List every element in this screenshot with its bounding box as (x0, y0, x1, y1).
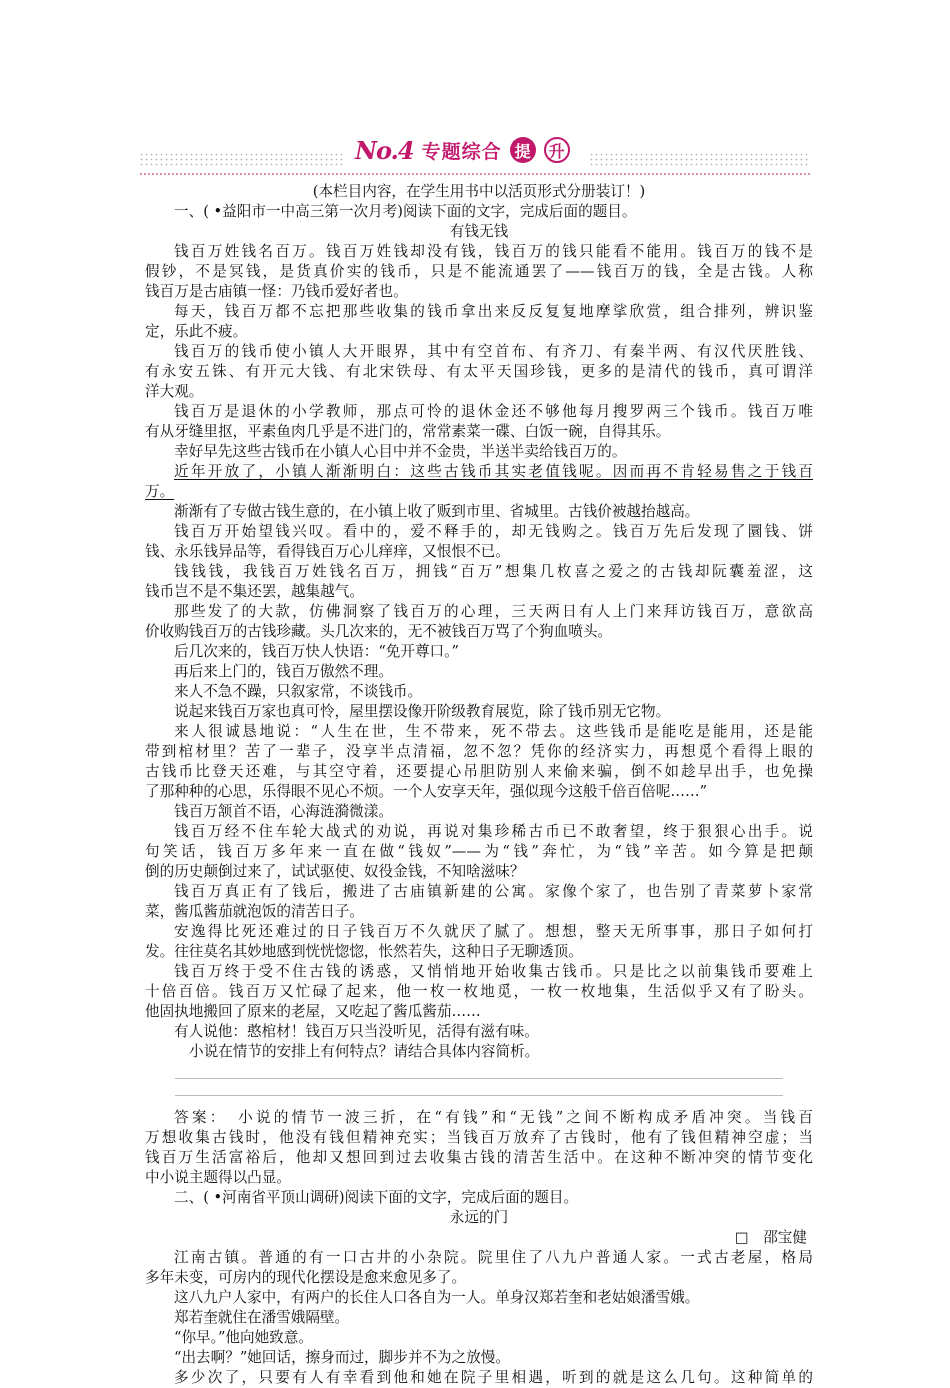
story-line: 说起来钱百万家也真可怜，屋里摆设像开阶级教育展览，除了钱币别无它物。 (174, 703, 671, 720)
story-line: 江南古镇。普通的有一口古井的小杂院。院里住了八九户普通人家。一式古老屋，格局 (174, 1249, 813, 1266)
story-line: 来人很诚恳地说：“人生在世，生不带来，死不带去。这些钱币是能吃是能用，还是能 (174, 723, 813, 740)
story-line: 定，乐此不疲。 (145, 323, 248, 340)
story-line: 带到棺材里？苦了一辈子，没享半点清福，忽不忽？凭你的经济实力，再想觅个看得上眼的 (145, 743, 813, 760)
story-line: 句笑话，钱百万多年来一直在做“钱奴”——为“钱”奔忙，为“钱”辛苦。如今算是把颠 (145, 843, 813, 860)
story-line: 钱百万姓钱名百万。钱百万姓钱却没有钱，钱百万的钱只能看不能用。钱百万的钱不是 (174, 243, 813, 260)
story-line-underlined: 近年开放了，小镇人渐渐明白：这些古钱币其实老值钱呢。因而再不肯轻易售之于钱百 (174, 463, 813, 480)
story-line: “出去啊？”她回话，擦身而过，脚步并不为之放慢。 (174, 1349, 510, 1366)
section-topic: 专题综合 (421, 140, 502, 163)
story-line: 钱、永乐钱异品等，看得钱百万心儿痒痒，又恨恨不已。 (145, 543, 510, 560)
story-line-underlined: 万。 (145, 483, 175, 500)
story-line: 来人不急不躁，只叙家常，不谈钱币。 (174, 683, 423, 700)
story-2-author: □ 邵宝健 (734, 1229, 807, 1246)
question-1-title: 一、( •益阳市一中高三第一次月考)阅读下面的文字，完成后面的题目。 (174, 203, 637, 220)
story-line: 洋大观。 (145, 383, 204, 400)
binding-note: (本栏目内容，在学生用书中以活页形式分册装订！) (312, 183, 646, 200)
story-1-title: 有钱无钱 (449, 223, 509, 240)
story-line: 后几次来的，钱百万快人快语：“免开尊口。” (174, 643, 459, 660)
banner-title (355, 134, 570, 166)
story-line: 再后来上门的，钱百万傲然不理。 (174, 663, 393, 680)
story-line: 有永安五铢、有开元大钱、有北宋铁母、有太平天国珍钱，更多的是清代的钱币，真可谓洋 (145, 363, 813, 380)
section-number: No.4 (355, 135, 414, 165)
story-1-text (145, 242, 813, 1042)
story-line: 钱百万经不住车轮大战式的劝说，再说对集珍稀古币已不敢奢望，终于狠狠心出手。说 (174, 823, 813, 840)
story-line: 菜，酱瓜酱茄就泡饭的清苦日子。 (145, 903, 364, 920)
badge-ti: 提 (510, 137, 536, 163)
story-line: 多少次了，只要有人有幸看到他和她在院子里相遇，听到的就是这么几句。这种简单的 (174, 1369, 813, 1386)
document-body (145, 182, 813, 1388)
story-line: 钱百万开始望钱兴叹。看中的，爱不释手的，却无钱购之。钱百万先后发现了圜钱、饼 (174, 523, 813, 540)
story-line: “你早。”他向她致意。 (174, 1329, 313, 1346)
story-line: 钱币岂不是不集还罢，越集越气。 (145, 583, 364, 600)
story-line: 十倍百倍。钱百万又忙碌了起来，他一枚一枚地觅，一枚一枚地集，生活似乎又有了盼头。 (145, 983, 813, 1000)
story-line: 发。往往莫名其妙地感到恍恍惚惚，怅然若失，这种日子无聊透顶。 (145, 943, 583, 960)
answer-1 (145, 1108, 813, 1188)
story-2-text (145, 1248, 813, 1388)
story-line: 安逸得比死还难过的日子钱百万不久就厌了腻了。想想，整天无所事事，那日子如何打 (174, 923, 813, 940)
story-line: 多年未变，可房内的现代化摆设是愈来愈见多了。 (145, 1269, 467, 1286)
story-line: 有人说他：憨棺材！钱百万只当没听见，活得有滋有味。 (174, 1023, 539, 1040)
story-line: 那些发了的大款，仿佛洞察了钱百万的心理，三天两日有人上门来拜访钱百万，意欲高 (174, 603, 813, 620)
story-line: 钱百万是古庙镇一怪：乃钱币爱好者也。 (145, 283, 408, 300)
story-line: 钱百万的钱币使小镇人大开眼界，其中有空首布、有齐刀、有秦半两、有汉代厌胜钱、 (174, 343, 813, 360)
story-line: 假钞，不是冥钱，是货真价实的钱币，只是不能流通罢了——钱百万的钱，全是古钱。人称 (145, 263, 813, 280)
answer-line-text: 答案： 小说的情节一波三折，在“有钱”和“无钱”之间不断构成矛盾冲突。当钱百 (174, 1109, 813, 1126)
answer-line-text: 钱百万生活富裕后，他却又想回到过去收集古钱的清苦生活中。在这种不断冲突的情节变化 (145, 1149, 813, 1166)
story-line: 钱百万颔首不语，心海涟漪微漾。 (174, 803, 393, 820)
story-line: 他固执地搬回了原来的老屋，又吃起了酱瓜酱茄…… (145, 1003, 481, 1020)
story-line: 郑若奎就住在潘雪娥隔壁。 (174, 1309, 350, 1326)
badge-sheng: 升 (544, 137, 570, 163)
story-line: 古钱币比登天还难，与其空守着，还要提心吊胆防别人来偷来骗，倒不如趁早出手，也免操 (145, 763, 813, 780)
answer-line[interactable] (175, 1066, 783, 1079)
story-line: 这八九户人家中，有两户的长住人口各自为一人。单身汉郑若奎和老姑娘潘雪娥。 (174, 1289, 700, 1306)
story-line: 渐渐有了专做古钱生意的，在小镇上收了贩到市里、省城里。古钱价被越抬越高。 (174, 503, 700, 520)
story-line: 钱百万真正有了钱后，搬进了古庙镇新建的公寓。家像个家了，也告别了青菜萝卜家常 (174, 883, 813, 900)
story-line: 钱百万终于受不住古钱的诱惑，又悄悄地开始收集古钱币。只是比之以前集钱币要难上 (174, 963, 813, 980)
answer-line-text: 中小说主题得以凸显。 (145, 1169, 291, 1186)
story-line: 钱钱钱，我钱百万姓钱名百万，拥钱“百万”想集几枚喜之爱之的古钱却阮囊羞涩，这 (174, 563, 813, 580)
story-2-title: 永远的门 (449, 1209, 509, 1226)
section-banner (140, 128, 810, 178)
story-line: 了那种种的心思，乐得眼不见心不烦。一个人安享天年，强似现今这般千倍百倍呢……” (145, 783, 708, 800)
story-line: 倒的历史颠倒过来了，试试驱使、奴役金钱，不知啥滋味？ (145, 863, 525, 880)
story-line: 价收购钱百万的古钱珍藏。头几次来的，无不被钱百万骂了个狗血喷头。 (145, 623, 613, 640)
story-line: 钱百万是退休的小学教师，那点可怜的退休金还不够他每月搜罗两三个钱币。钱百万唯 (174, 403, 813, 420)
question-1-prompt: 小说在情节的安排上有何特点？请结合具体内容简析。 (189, 1043, 540, 1060)
story-line: 幸好早先这些古钱币在小镇人心目中并不金贵，半送半卖给钱百万的。 (174, 443, 627, 460)
answer-line-text: 万想收集古钱时，他没有钱但精神充实；当钱百万放弃了古钱时，他有了钱但精神空虚；当 (145, 1129, 813, 1146)
story-line: 有从牙缝里抠，平素鱼肉几乎是不进门的，常常素菜一碟、白饭一碗，自得其乐。 (145, 423, 671, 440)
answer-line[interactable] (175, 1083, 783, 1096)
question-2-title: 二、( •河南省平顶山调研)阅读下面的文字，完成后面的题目。 (174, 1189, 579, 1206)
story-line: 每天，钱百万都不忘把那些收集的钱币拿出来反反复复地摩挲欣赏，组合排列，辨识鉴 (174, 303, 813, 320)
